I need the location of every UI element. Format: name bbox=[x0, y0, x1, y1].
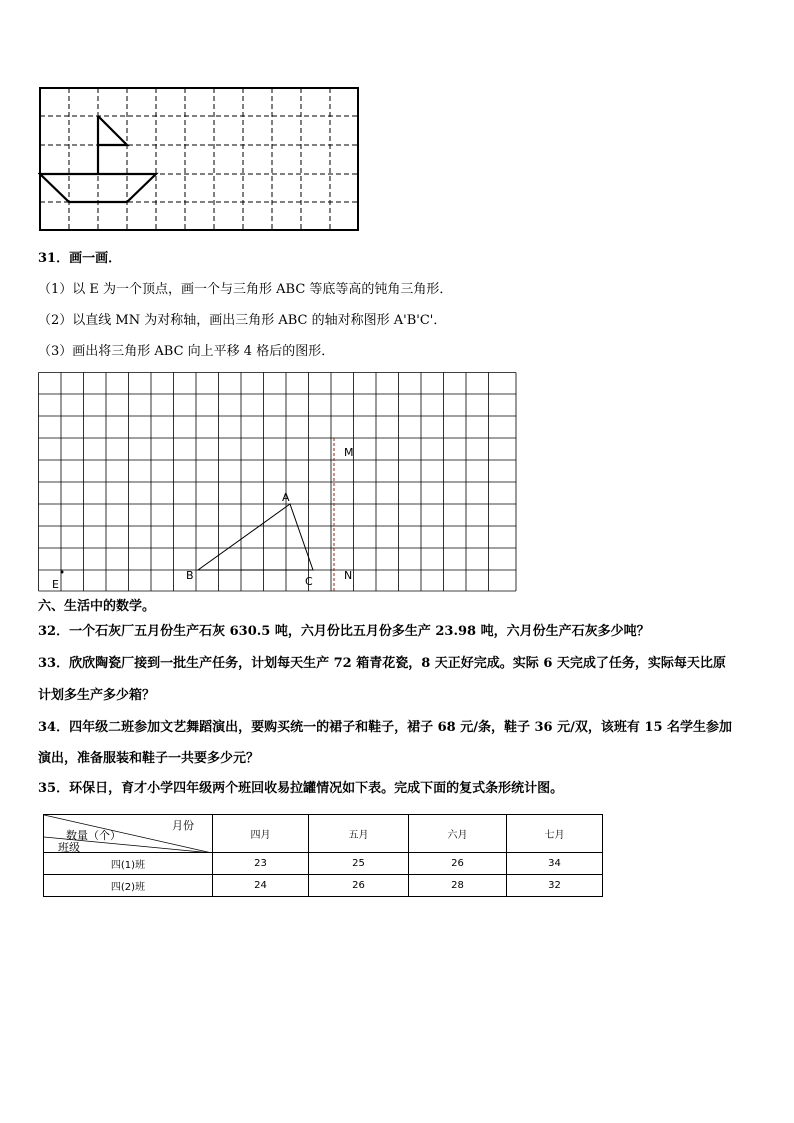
q31-item-2: （2）以直线 MN 为对称轴，画出三角形 ABC 的轴对称图形 A'B'C'． bbox=[38, 313, 447, 328]
label-a: A bbox=[282, 491, 290, 504]
header-month-1: 四月 bbox=[213, 815, 309, 853]
row-class: 四(2)班 bbox=[44, 875, 213, 897]
q31-item-3: （3）画出将三角形 ABC 向上平移 4 格后的图形． bbox=[38, 344, 335, 359]
row-value: 26 bbox=[409, 853, 507, 875]
recycling-table bbox=[43, 814, 603, 897]
header-month-4: 七月 bbox=[507, 815, 603, 853]
header-month-3: 六月 bbox=[409, 815, 507, 853]
row-value: 28 bbox=[409, 875, 507, 897]
label-b: B bbox=[186, 569, 194, 582]
corner-quantity: 数量（个） bbox=[66, 829, 121, 842]
row-value: 24 bbox=[213, 875, 309, 897]
row-value: 23 bbox=[213, 853, 309, 875]
row-value: 32 bbox=[507, 875, 603, 897]
table-row bbox=[44, 875, 603, 897]
corner-month: 月份 bbox=[172, 819, 194, 832]
row-value: 25 bbox=[309, 853, 409, 875]
point-e bbox=[61, 571, 64, 574]
label-n: N bbox=[344, 569, 353, 582]
triangle-abc bbox=[198, 504, 313, 570]
section6-heading: 六、生活中的数学。 bbox=[38, 599, 156, 614]
q33-line1: 33．欣欣陶瓷厂接到一批生产任务，计划每天生产 72 箱青花瓷，8 天正好完成。实际 6 天完成了任务，实际每天比原 bbox=[38, 656, 726, 671]
corner-class: 班级 bbox=[58, 841, 80, 854]
q33-line2: 计划多生产多少箱？ bbox=[38, 688, 156, 703]
q35-text: 35．环保日，育才小学四年级两个班回收易拉罐情况如下表。完成下面的复式条形统计图。 bbox=[38, 781, 564, 796]
row-value: 34 bbox=[507, 853, 603, 875]
table-corner-cell bbox=[44, 815, 213, 853]
q32-text: 32．一个石灰厂五月份生产石灰 630.5 吨，六月份比五月份多生产 23.98 吨，六月份生产石灰多少吨？ bbox=[38, 624, 650, 639]
q34-line1: 34．四年级二班参加文艺舞蹈演出，要购买统一的裙子和鞋子，裙子 68 元/条，鞋子 36 元/双，该班有 15 名学生参加 bbox=[38, 720, 733, 735]
sailboat-grid-figure bbox=[38, 84, 362, 234]
label-m: M bbox=[344, 446, 354, 459]
header-month-2: 五月 bbox=[309, 815, 409, 853]
q34-line2: 演出，准备服装和鞋子一共要多少元？ bbox=[38, 751, 260, 766]
label-c: C bbox=[305, 575, 313, 588]
triangle-grid-figure bbox=[38, 372, 520, 594]
row-value: 26 bbox=[309, 875, 409, 897]
q31-heading: 31．画一画． bbox=[38, 251, 122, 266]
label-e: E bbox=[52, 578, 59, 591]
table-row bbox=[44, 853, 603, 875]
row-class: 四(1)班 bbox=[44, 853, 213, 875]
q31-item-1: （1）以 E 为一个顶点，画一个与三角形 ABC 等底等高的钝角三角形． bbox=[38, 282, 453, 297]
